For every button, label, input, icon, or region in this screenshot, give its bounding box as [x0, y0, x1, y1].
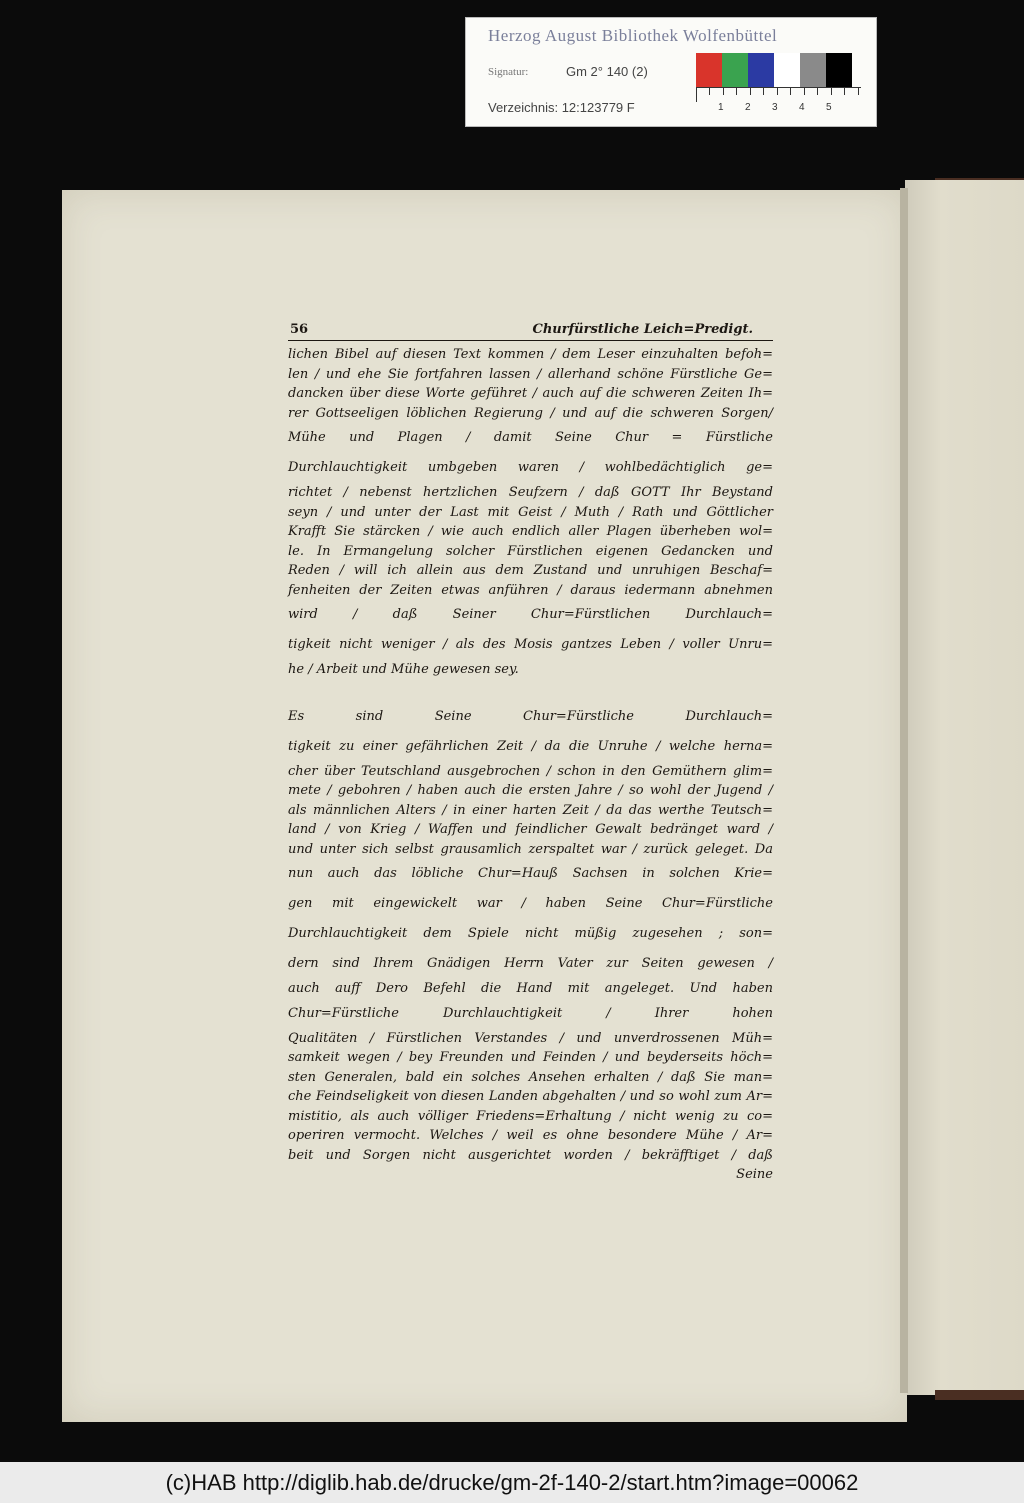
paragraph-gap [288, 680, 773, 702]
text-line: mete / gebohren / haben auch die ersten Jahre / so wohl der Jugend / [288, 783, 773, 798]
text-line: dancken über diese Worte geführet / auch auf die schweren Zeiten Ih= [288, 386, 773, 401]
swatch-white [774, 53, 800, 87]
swatch-gray [800, 53, 826, 87]
ruler-number: 3 [772, 102, 778, 113]
running-title: Churfürstliche Leich=Predigt. [532, 322, 753, 337]
text-line: gen mit eingewickelt war / haben Seine Chur=Fürstliche [288, 896, 773, 911]
book-binding-bottom [935, 1390, 1024, 1400]
signatur-value: Gm 2° 140 (2) [566, 64, 648, 79]
ruler-number: 5 [826, 102, 832, 113]
library-name: Herzog August Bibliothek Wolfenbüttel [488, 26, 778, 45]
text-lines [288, 345, 773, 1165]
text-line: he / Arbeit und Mühe gewesen sey. [288, 662, 519, 677]
catchword: Seine [736, 1167, 773, 1182]
ruler-number: 2 [745, 102, 751, 113]
page-text-block [288, 322, 773, 1185]
text-line: len / und ehe Sie fortfahren lassen / allerhand schöne Fürstliche Ge= [288, 366, 773, 382]
text-line: le. In Ermangelung solcher Fürstlichen eigenen Gedancken und [288, 543, 773, 559]
text-line: fenheiten der Zeiten etwas anführen / daraus iedermann abnehmen [288, 582, 773, 598]
text-line: Qualitäten / Fürstlichen Verstandes / und unverdrossenen Müh= [288, 1030, 773, 1046]
text-line: tigkeit nicht weniger / als des Mosis gantzes Leben / voller Unru= [288, 637, 773, 652]
text-line: samkeit wegen / bey Freunden und Feinden / und beyderseits höch= [288, 1050, 773, 1065]
running-header [288, 322, 773, 341]
color-calibration-swatches [696, 53, 852, 87]
text-line: land / von Krieg / Waffen und feindlicher Gewalt bedränget ward / [288, 822, 773, 837]
text-line: rer Gottseeligen löblichen Regierung / und auf die schweren Sorgen/ [288, 405, 773, 421]
text-line: richtet / nebenst hertzlichen Seufzern / daß GOTT Ihr Beystand [288, 485, 773, 500]
text-line: Durchlauchtigkeit umbgeben waren / wohlbedächtiglich ge= [288, 460, 773, 475]
ruler-number: 1 [718, 102, 724, 113]
text-line: auch auff Dero Befehl die Hand mit angeleget. Und haben [288, 981, 773, 996]
text-line: wird / daß Seiner Chur=Fürstlichen Durchlauch= [288, 607, 773, 622]
page-number: 56 [290, 322, 309, 337]
text-line: Es sind Seine Chur=Fürstliche Durchlauch= [288, 708, 773, 724]
text-line: Chur=Fürstliche Durchlauchtigkeit / Ihrer hohen [288, 1005, 773, 1021]
text-line: dern sind Ihrem Gnädigen Herrn Vater zur Seiten gewesen / [288, 956, 773, 971]
verzeichnis-text: Verzeichnis: 12:123779 F [488, 100, 635, 115]
swatch-blue [748, 53, 774, 87]
text-line: Mühe und Plagen / damit Seine Chur = Fürstliche [288, 430, 773, 445]
page-gutter [900, 188, 908, 1393]
facing-page [905, 180, 1024, 1395]
text-line: cher über Teutschland ausgebrochen / schon in den Gemüthern glim= [288, 763, 773, 779]
signatur-label: Signatur: [488, 66, 529, 78]
text-line: che Feindseligkeit von diesen Landen abgehalten / und so wohl zum Ar= [288, 1089, 773, 1104]
scale-ruler [696, 87, 861, 118]
text-line: Krafft Sie stärcken / wie auch endlich aller Plagen überheben wol= [288, 524, 773, 539]
text-line: nun auch das löbliche Chur=Hauß Sachsen in solchen Krie= [288, 866, 773, 881]
swatch-green [722, 53, 748, 87]
swatch-black [826, 53, 852, 87]
text-line: und unter sich selbst grausamlich zerspaltet war / zurück geleget. Da [288, 841, 773, 857]
library-label-card [466, 18, 876, 126]
text-line: operiren vermocht. Welches / weil es ohne besondere Mühe / Ar= [288, 1128, 773, 1143]
text-line: mistitio, als auch völliger Friedens=Erhaltung / nicht wenig zu co= [288, 1108, 773, 1124]
ruler-number: 4 [799, 102, 805, 113]
copyright-footer: (c)HAB http://diglib.hab.de/drucke/gm-2f-140-2/start.htm?image=00062 [0, 1462, 1024, 1503]
text-line: Durchlauchtigkeit dem Spiele nicht müßig zugesehen ; son= [288, 926, 773, 941]
text-line: lichen Bibel auf diesen Text kommen / dem Leser einzuhalten befoh= [288, 347, 773, 362]
text-line: beit und Sorgen nicht ausgerichtet worden / bekräfftiget / daß [288, 1147, 773, 1163]
text-line: Reden / will ich allein aus dem Zustand und unruhigen Beschaf= [288, 563, 773, 578]
swatch-red [696, 53, 722, 87]
text-line: seyn / und unter der Last mit Geist / Muth / Rath und Göttlicher [288, 504, 773, 520]
text-line: sten Generalen, bald ein solches Ansehen erhalten / daß Sie man= [288, 1069, 773, 1085]
text-line: tigkeit zu einer gefährlichen Zeit / da die Unruhe / welche herna= [288, 738, 773, 754]
text-line: als männlichen Alters / in einer harten Zeit / da das werthe Teutsch= [288, 802, 773, 818]
